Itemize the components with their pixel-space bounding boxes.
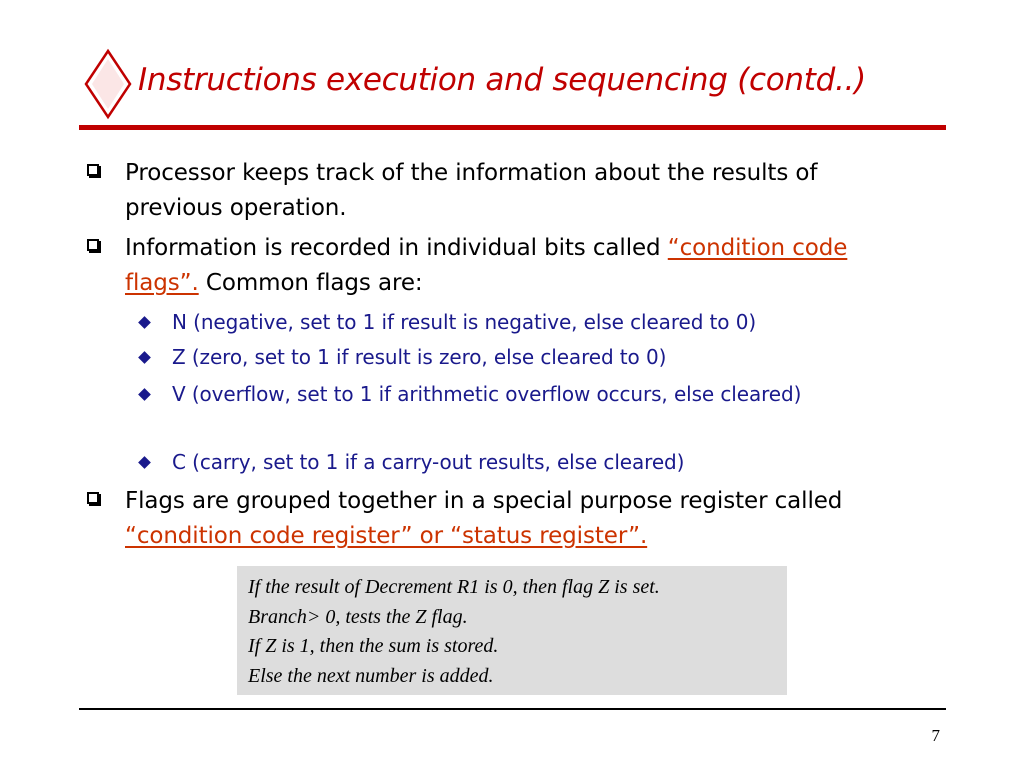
status-register-term: “condition code register” or “status register”. — [125, 523, 648, 549]
square-bullet-icon — [87, 164, 99, 176]
square-bullet-icon — [87, 239, 99, 251]
flag-text: V (overflow, set to 1 if arithmetic overflow occurs, else cleared) — [172, 382, 802, 406]
red-diamond-icon — [83, 48, 133, 120]
bullet-text-after: Common flags are: — [198, 270, 423, 296]
note-line: Else the next number is added. — [248, 664, 494, 687]
diamond-bullet-icon — [138, 388, 151, 401]
flag-item-v — [140, 379, 900, 410]
bullet-text — [125, 231, 907, 301]
condition-code-flags-term: “condition code flags”. — [125, 235, 848, 296]
footer-divider — [79, 708, 946, 710]
flag-text: N (negative, set to 1 if result is negative, else cleared to 0) — [172, 310, 757, 334]
bullet-item — [87, 231, 907, 301]
flag-text: C (carry, set to 1 if a carry-out results, else cleared) — [172, 450, 685, 474]
bullet-item — [87, 156, 907, 226]
diamond-bullet-icon — [138, 316, 151, 329]
flag-item-n — [140, 307, 900, 338]
bullet-text — [125, 484, 907, 554]
slide-title: Instructions execution and sequencing (contd..) — [138, 62, 866, 98]
flag-text: Z (zero, set to 1 if result is zero, else cleared to 0) — [172, 345, 667, 369]
flag-item-c — [140, 447, 900, 478]
page-number: 7 — [931, 726, 940, 745]
title-divider — [79, 125, 946, 130]
note-line: Branch> 0, tests the Z flag. — [248, 605, 468, 628]
diamond-bullet-icon — [138, 456, 151, 469]
example-note-box — [237, 566, 787, 695]
bullet-text-before: Flags are grouped together in a special purpose register called — [125, 488, 843, 514]
square-bullet-icon — [87, 492, 99, 504]
bullet-item — [87, 484, 907, 554]
note-line: If the result of Decrement R1 is 0, then flag Z is set. — [248, 576, 660, 598]
diamond-bullet-icon — [138, 351, 151, 364]
bullet-text: Processor keeps track of the information about the results of previous operation. — [125, 160, 818, 221]
flag-item-z — [140, 342, 900, 373]
bullet-text-before: Information is recorded in individual bits called — [125, 235, 668, 261]
note-line: If Z is 1, then the sum is stored. — [248, 635, 499, 657]
